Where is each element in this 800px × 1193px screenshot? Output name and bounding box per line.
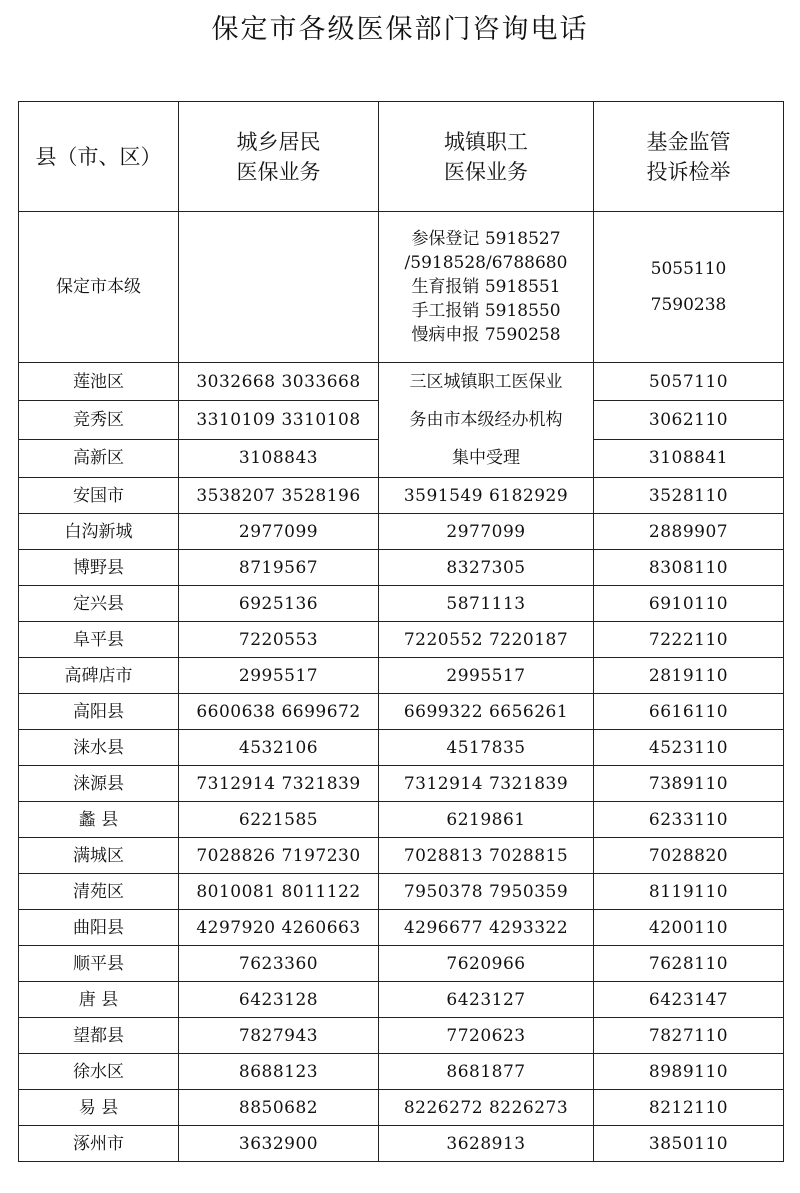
- urban-worker-phone-cell: 6699322 6656261: [379, 694, 594, 730]
- county-name-cell: 定兴县: [19, 586, 179, 622]
- fund-phone-cell: 2819110: [594, 658, 784, 694]
- header-urban-rural: [179, 102, 379, 212]
- urban-worker-phone-cell: 3628913: [379, 1126, 594, 1162]
- urban-rural-phone-cell: 8719567: [179, 550, 379, 586]
- fund-phone-cell: 6616110: [594, 694, 784, 730]
- urban-worker-phone-cell: 8226272 8226273: [379, 1090, 594, 1126]
- urban-rural-phone-cell: 6423128: [179, 982, 379, 1018]
- urban-rural-phone-cell: 6925136: [179, 586, 379, 622]
- table-row: [19, 694, 784, 730]
- county-name-cell: 顺平县: [19, 946, 179, 982]
- table-row: [19, 1126, 784, 1162]
- city-level-fund-line: 7590238: [650, 295, 727, 315]
- city-level-urban-worker-line: 参保登记 5918527: [411, 229, 561, 249]
- urban-rural-phone-cell: 7623360: [179, 946, 379, 982]
- county-name-cell: 蠡 县: [19, 802, 179, 838]
- fund-phone-cell: 6233110: [594, 802, 784, 838]
- county-name-cell: 安国市: [19, 478, 179, 514]
- table-row: [19, 982, 784, 1018]
- urban-worker-phone-cell: 2977099: [379, 514, 594, 550]
- city-level-row: [19, 212, 784, 363]
- header-county: 县（市、区）: [19, 102, 179, 212]
- city-level-name: 保定市本级: [19, 212, 179, 363]
- urban-rural-phone-cell: 2995517: [179, 658, 379, 694]
- county-name-cell: 高新区: [19, 439, 179, 477]
- contact-table: [18, 101, 784, 1162]
- urban-worker-phone-cell: 7220552 7220187: [379, 622, 594, 658]
- fund-phone-cell: 7628110: [594, 946, 784, 982]
- fund-phone-cell: 3062110: [594, 401, 784, 439]
- fund-phone-cell: 2889907: [594, 514, 784, 550]
- merged-note-cell: [379, 363, 594, 478]
- header-fund: [594, 102, 784, 212]
- header-urban-rural-line2: 医保业务: [236, 159, 321, 184]
- table-row: [19, 658, 784, 694]
- fund-phone-cell: 3108841: [594, 439, 784, 477]
- table-row: [19, 910, 784, 946]
- city-level-urban-worker-line: 生育报销 5918551: [411, 277, 561, 297]
- header-urban-worker-line2: 医保业务: [444, 159, 528, 184]
- county-name-cell: 曲阳县: [19, 910, 179, 946]
- county-name-cell: 竞秀区: [19, 401, 179, 439]
- table-row: [19, 363, 784, 401]
- urban-rural-phone-cell: 8688123: [179, 1054, 379, 1090]
- city-level-urban-rural: [179, 212, 379, 363]
- table-row: [19, 622, 784, 658]
- urban-rural-phone-cell: 2977099: [179, 514, 379, 550]
- table-row: [19, 766, 784, 802]
- urban-rural-phone-cell: 4532106: [179, 730, 379, 766]
- urban-worker-phone-cell: 7312914 7321839: [379, 766, 594, 802]
- urban-rural-phone-cell: 3032668 3033668: [179, 363, 379, 401]
- urban-rural-phone-cell: 7028826 7197230: [179, 838, 379, 874]
- fund-phone-cell: 3850110: [594, 1126, 784, 1162]
- table-row: [19, 514, 784, 550]
- table-row: [19, 802, 784, 838]
- urban-worker-phone-cell: 4517835: [379, 730, 594, 766]
- table-row: [19, 550, 784, 586]
- urban-worker-phone-cell: 8681877: [379, 1054, 594, 1090]
- merged-note-line: 务由市本级经办机构: [409, 410, 563, 430]
- fund-phone-cell: 7028820: [594, 838, 784, 874]
- county-name-cell: 易 县: [19, 1090, 179, 1126]
- county-name-cell: 高碑店市: [19, 658, 179, 694]
- urban-rural-phone-cell: 6221585: [179, 802, 379, 838]
- urban-worker-phone-cell: 5871113: [379, 586, 594, 622]
- merged-note-line: 三区城镇职工医保业: [409, 372, 563, 392]
- urban-rural-phone-cell: 7312914 7321839: [179, 766, 379, 802]
- county-name-cell: 清苑区: [19, 874, 179, 910]
- fund-phone-cell: 5057110: [594, 363, 784, 401]
- table-row: [19, 586, 784, 622]
- county-name-cell: 莲池区: [19, 363, 179, 401]
- urban-worker-phone-cell: 7950378 7950359: [379, 874, 594, 910]
- fund-phone-cell: 8212110: [594, 1090, 784, 1126]
- urban-worker-phone-cell: 3591549 6182929: [379, 478, 594, 514]
- header-urban-worker: [379, 102, 594, 212]
- county-name-cell: 涿州市: [19, 1126, 179, 1162]
- merged-note-line: 集中受理: [452, 448, 520, 468]
- header-urban-worker-line1: 城镇职工: [444, 129, 528, 154]
- fund-phone-cell: 7222110: [594, 622, 784, 658]
- urban-rural-phone-cell: 7827943: [179, 1018, 379, 1054]
- table-row: [19, 1054, 784, 1090]
- fund-phone-cell: 4523110: [594, 730, 784, 766]
- urban-rural-phone-cell: 7220553: [179, 622, 379, 658]
- page-title: 保定市各级医保部门咨询电话: [211, 14, 589, 45]
- urban-worker-phone-cell: 7720623: [379, 1018, 594, 1054]
- table-row: [19, 838, 784, 874]
- urban-worker-phone-cell: 6423127: [379, 982, 594, 1018]
- county-name-cell: 高阳县: [19, 694, 179, 730]
- table-row: [19, 1090, 784, 1126]
- county-name-cell: 阜平县: [19, 622, 179, 658]
- urban-rural-phone-cell: 8850682: [179, 1090, 379, 1126]
- county-name-cell: 徐水区: [19, 1054, 179, 1090]
- county-name-cell: 白沟新城: [19, 514, 179, 550]
- header-urban-rural-line1: 城乡居民: [236, 129, 321, 154]
- fund-phone-cell: 6910110: [594, 586, 784, 622]
- county-name-cell: 涞水县: [19, 730, 179, 766]
- city-level-fund-line: 5055110: [650, 259, 727, 279]
- city-level-urban-worker-line: 慢病申报 7590258: [411, 325, 561, 345]
- city-level-urban-worker: [379, 212, 594, 363]
- county-name-cell: 唐 县: [19, 982, 179, 1018]
- urban-worker-phone-cell: 7620966: [379, 946, 594, 982]
- urban-worker-phone-cell: 6219861: [379, 802, 594, 838]
- urban-worker-phone-cell: 4296677 4293322: [379, 910, 594, 946]
- header-fund-line2: 投诉检举: [646, 159, 731, 184]
- urban-worker-phone-cell: 8327305: [379, 550, 594, 586]
- table-row: [19, 1018, 784, 1054]
- urban-rural-phone-cell: 3108843: [179, 439, 379, 477]
- county-name-cell: 满城区: [19, 838, 179, 874]
- fund-phone-cell: 4200110: [594, 910, 784, 946]
- urban-rural-phone-cell: 8010081 8011122: [179, 874, 379, 910]
- urban-rural-phone-cell: 3632900: [179, 1126, 379, 1162]
- urban-worker-phone-cell: 7028813 7028815: [379, 838, 594, 874]
- urban-rural-phone-cell: 3538207 3528196: [179, 478, 379, 514]
- fund-phone-cell: 3528110: [594, 478, 784, 514]
- table-row: [19, 478, 784, 514]
- county-name-cell: 博野县: [19, 550, 179, 586]
- fund-phone-cell: 8308110: [594, 550, 784, 586]
- fund-phone-cell: 7389110: [594, 766, 784, 802]
- urban-rural-phone-cell: 4297920 4260663: [179, 910, 379, 946]
- header-fund-line1: 基金监管: [646, 129, 731, 154]
- city-level-fund: [594, 212, 784, 363]
- county-name-cell: 望都县: [19, 1018, 179, 1054]
- city-level-urban-worker-line: 手工报销 5918550: [411, 301, 561, 321]
- fund-phone-cell: 7827110: [594, 1018, 784, 1054]
- header-row: [19, 102, 784, 212]
- county-name-cell: 涞源县: [19, 766, 179, 802]
- fund-phone-cell: 6423147: [594, 982, 784, 1018]
- urban-rural-phone-cell: 3310109 3310108: [179, 401, 379, 439]
- fund-phone-cell: 8989110: [594, 1054, 784, 1090]
- fund-phone-cell: 8119110: [594, 874, 784, 910]
- table-row: [19, 874, 784, 910]
- city-level-urban-worker-line: /5918528/6788680: [404, 253, 568, 273]
- table-row: [19, 730, 784, 766]
- table-row: [19, 946, 784, 982]
- urban-rural-phone-cell: 6600638 6699672: [179, 694, 379, 730]
- urban-worker-phone-cell: 2995517: [379, 658, 594, 694]
